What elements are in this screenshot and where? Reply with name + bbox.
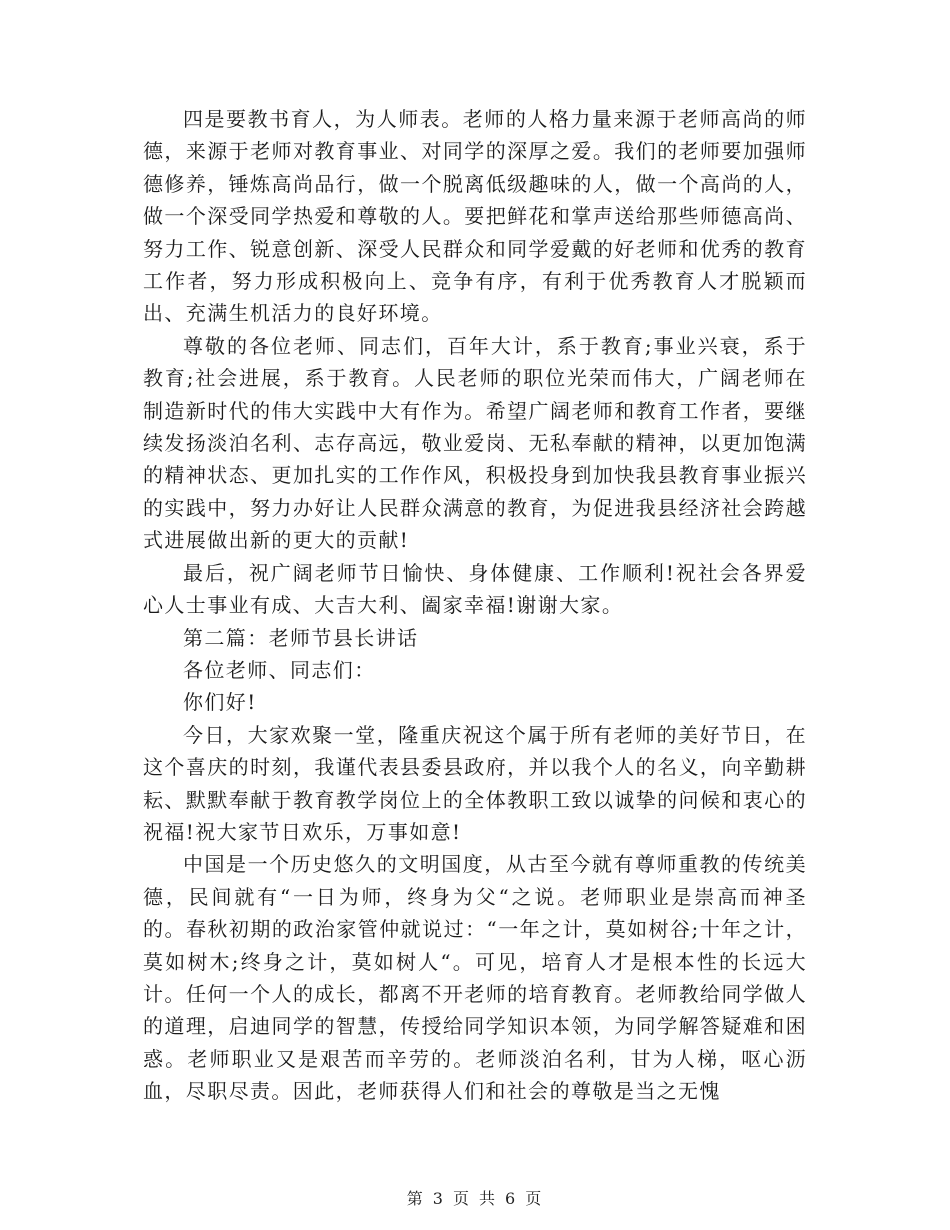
greeting: 你们好!	[183, 690, 257, 715]
paragraph: 最后，祝广阔老师节日愉快、身体健康、工作顺利!祝社会各界爱心人士事业有成、大吉大利、阖家幸福!谢谢大家。	[143, 560, 807, 618]
page-prefix: 第	[406, 1189, 425, 1208]
page-footer	[0, 1186, 950, 1209]
page-number: 3	[432, 1189, 445, 1208]
paragraph: 尊敬的各位老师、同志们，百年大计，系于教育;事业兴衰，系于教育;社会进展，系于教育。人民老师的职位光荣而伟大，广阔老师在制造新时代的伟大实践中大有作为。希望广阔老师和教育工作者，要继续发扬淡泊名利、志存高远，敬业爱岗、无私奉献的精神，以更加饱满的精神状态、更加扎实的工作作风，积极投身到加快我县教育事业振兴的实践中，努力办好让人民群众满意的教育，为促进我县经济社会跨越式进展做出新的更大的贡献!	[143, 333, 807, 553]
paragraph: 中国是一个历史悠久的文明国度，从古至今就有尊师重教的传统美德，民间就有“一日为师，终身为父“之说。老师职业是崇高而神圣的。春秋初期的政治家管仲就说过：“一年之计，莫如树谷;十年之计，莫如树木;终身之计，莫如树人“。可见，培育人才是根本性的长远大计。任何一个人的成长，都离不开老师的培育教育。老师教给同学做人的道理，启迪同学的智慧，传授给同学知识本领，为同学解答疑难和困惑。老师职业又是艰苦而辛劳的。老师淡泊名利，甘为人梯，呕心沥血，尽职尽责。因此，老师获得人们和社会的尊敬是当之无愧	[143, 852, 807, 1104]
document-body	[143, 103, 807, 1108]
salutation: 各位老师、同志们：	[183, 657, 376, 682]
page-unit: 页	[452, 1189, 471, 1208]
section-heading: 第二篇：老师节县长讲话	[183, 625, 419, 650]
total-pages: 6	[505, 1189, 518, 1208]
paragraph: 今日，大家欢聚一堂，隆重庆祝这个属于所有老师的美好节日，在这个喜庆的时刻，我谨代表县委县政府，并以我个人的名义，向辛勤耕耘、默默奉献于教育教学岗位上的全体教职工致以诚挚的问候和衷心的祝福!祝大家节日欢乐，万事如意!	[143, 722, 807, 844]
total-unit: 页	[525, 1189, 544, 1208]
paragraph: 四是要教书育人，为人师表。老师的人格力量来源于老师高尚的师德，来源于老师对教育事业、对同学的深厚之爱。我们的老师要加强师德修养，锤炼高尚品行，做一个脱离低级趣味的人，做一个高尚的人，做一个深受同学热爱和尊敬的人。要把鲜花和掌声送给那些师德高尚、努力工作、锐意创新、深受人民群众和同学爱戴的好老师和优秀的教育工作者，努力形成积极向上、竞争有序，有利于优秀教育人才脱颖而出、充满生机活力的良好环境。	[143, 107, 807, 326]
total-prefix: 共	[479, 1189, 498, 1208]
